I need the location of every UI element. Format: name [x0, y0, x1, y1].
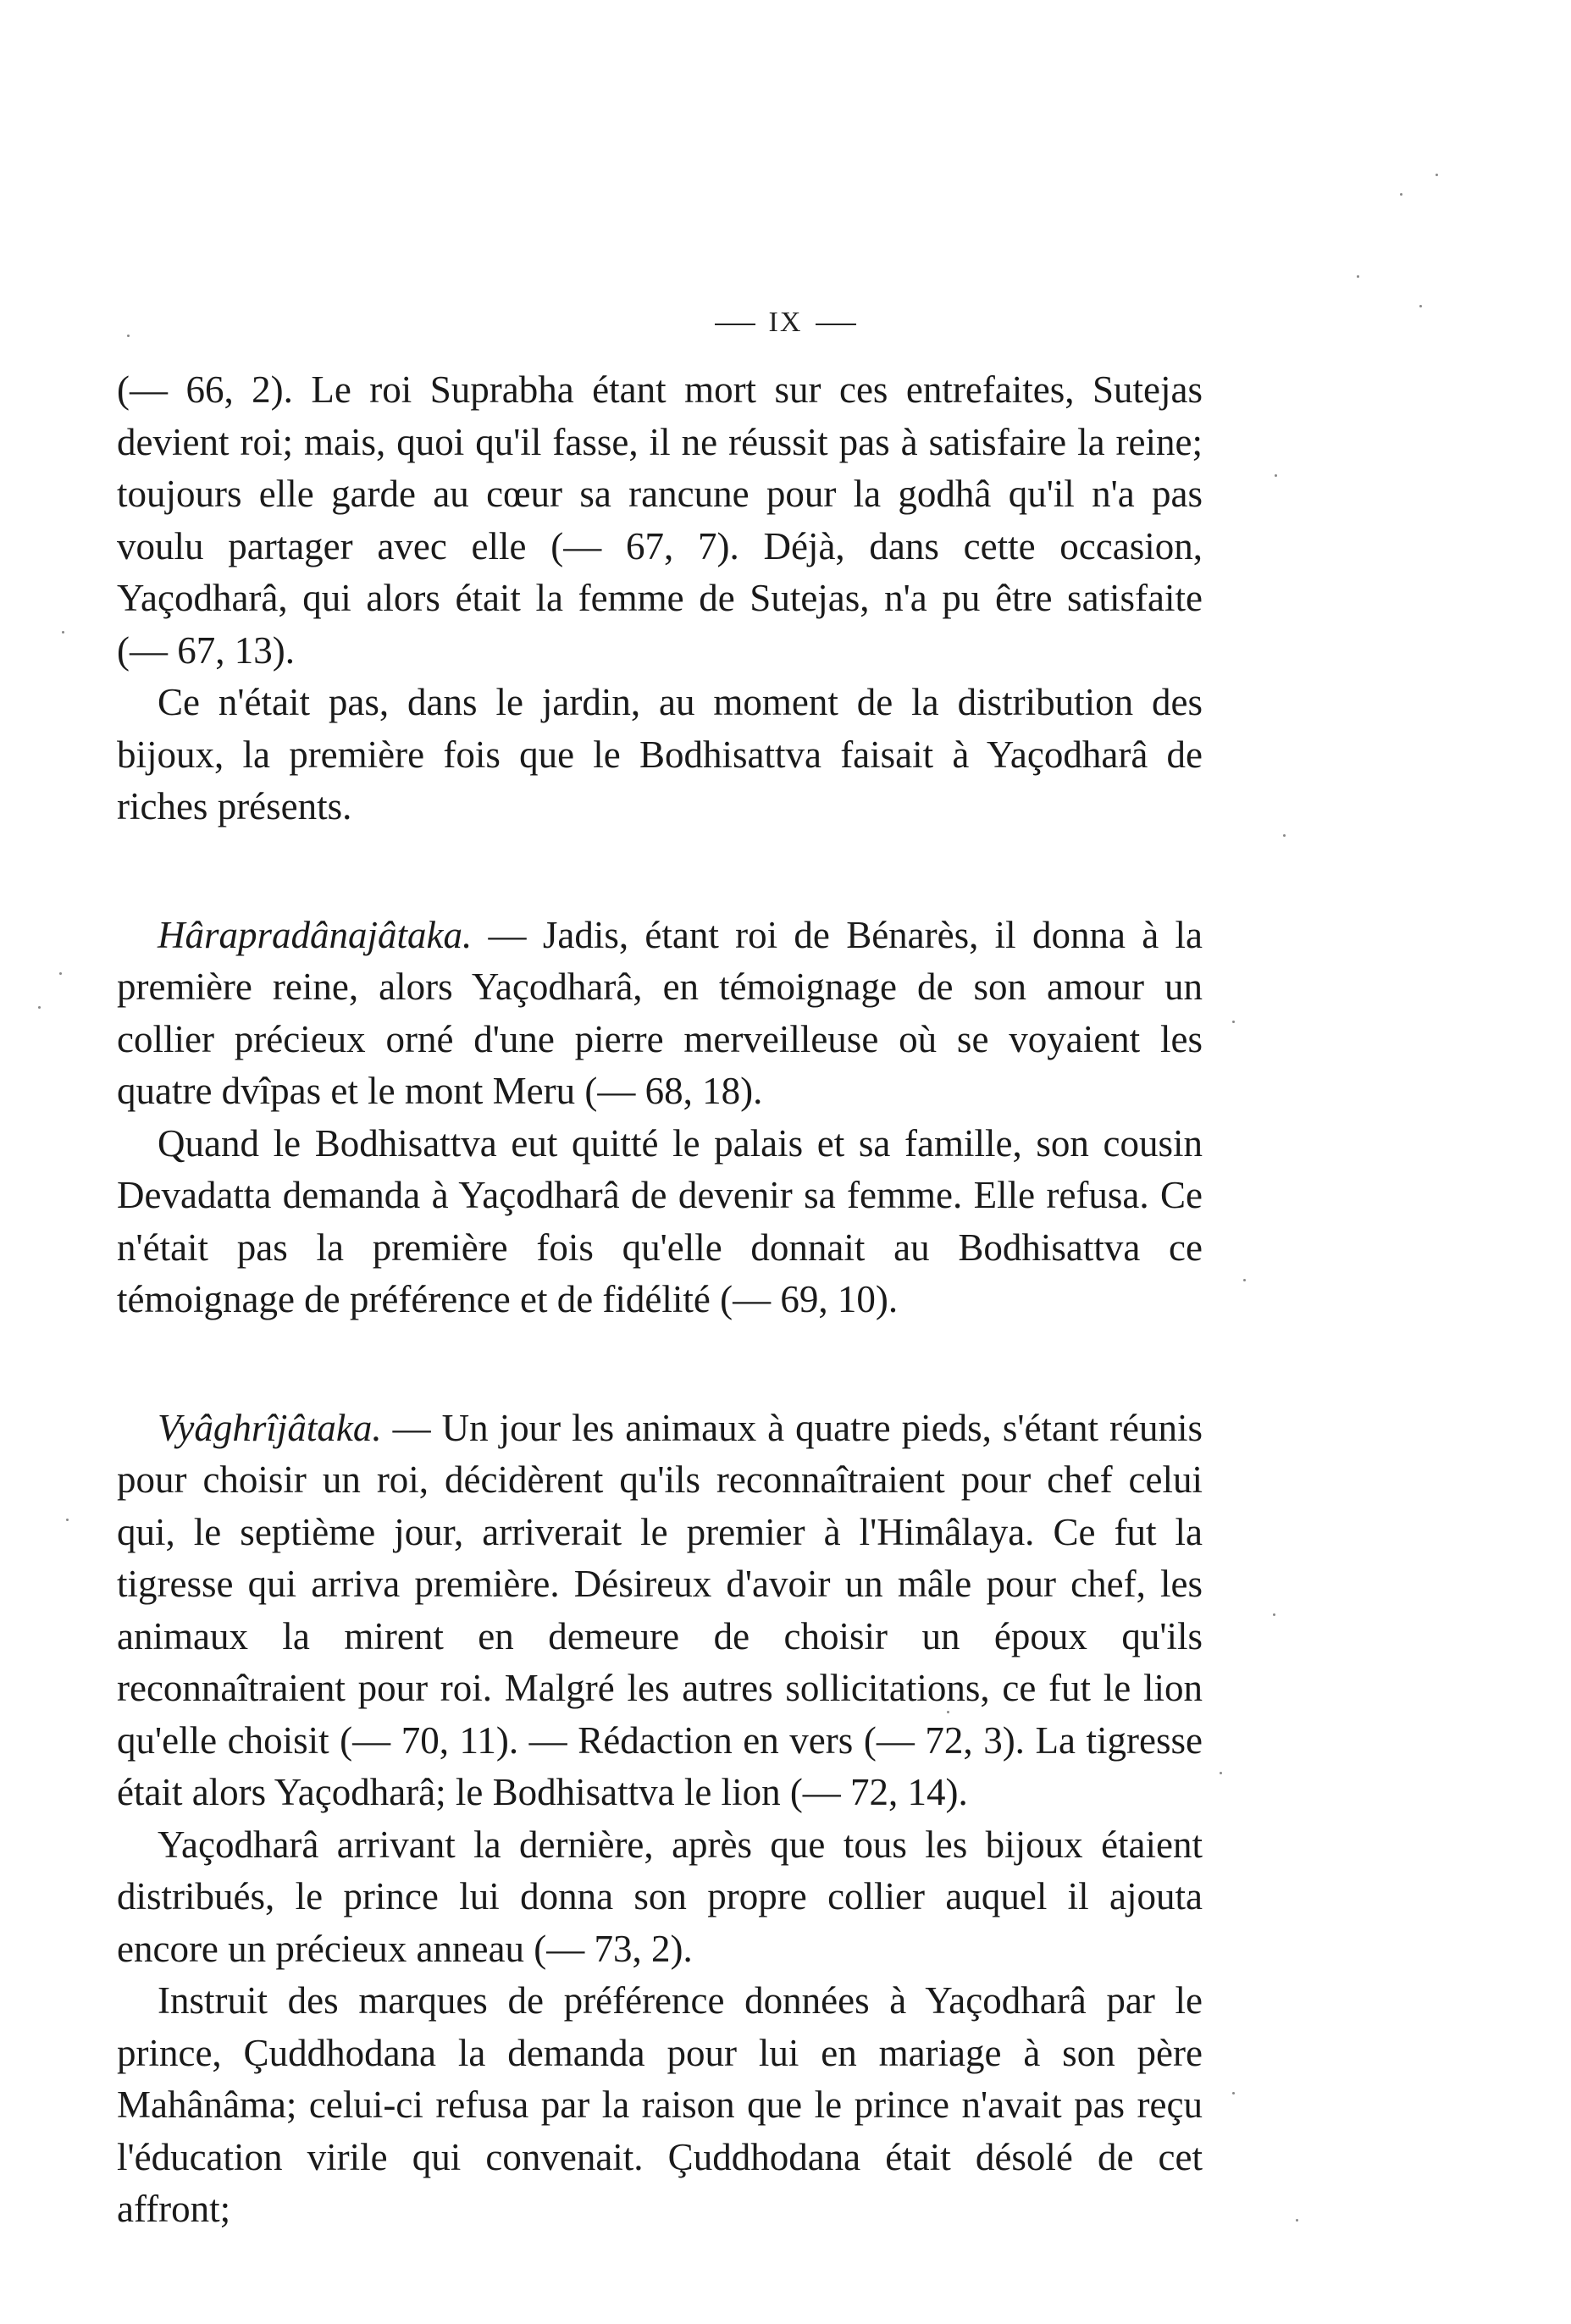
jataka-title: Vyâghrîjâtaka.: [158, 1406, 382, 1449]
paragraph-text: Yaçodharâ arrivant la dernière, après que tous les bijoux étaient distribués, le prince lui donna son propre collier auquel il ajouta encore un précieux anneau (— 73, 2).: [117, 1823, 1203, 1970]
paragraph-continuation: [117, 364, 1203, 677]
scan-speck: [1275, 474, 1277, 477]
scan-speck: [1296, 2219, 1298, 2222]
scan-speck: [1232, 2092, 1235, 2094]
scan-speck: [1400, 193, 1402, 196]
scan-speck: [66, 1519, 69, 1521]
paragraph-text: Quand le Bodhisattva eut quitté le palais et sa famille, son cousin Devadatta demanda à Yaçodharâ de devenir sa femme. Elle refusa. Ce n'était pas la première fois qu'elle donnait au Bodhisattva ce témoignage de préférence et de fidélité (— 69, 10).: [117, 1121, 1203, 1320]
jataka-title: Hârapradânajâtaka.: [158, 913, 473, 956]
paragraph-text: Instruit des marques de préférence données à Yaçodharâ par le prince, Çuddhodana la demanda pour lui en mariage à son père Mahânâma; celui-ci refusa par la raison que le prince n'avait pas reçu l'éducation virile qui convenait. Çuddhodana était désolé de cet affront;: [117, 1979, 1203, 2230]
scan-speck: [1357, 275, 1359, 278]
scan-speck: [1435, 174, 1438, 176]
paragraph-text: (— 66, 2). Le roi Suprabha étant mort sur ces entrefaites, Sutejas devient roi; mais, quoi qu'il fasse, il ne réussit pas à satisfaire la reine; toujours elle garde au cœur sa rancune pour la godhâ qu'il n'a pas voulu partager avec elle (— 67, 7). Déjà, dans cette occasion, Yaçodharâ, qui alors était la femme de Sutejas, n'a pu être satisfaite (— 67, 13).: [117, 368, 1203, 672]
paragraph-presents: [117, 677, 1203, 833]
paragraph-cuddhodana: [117, 1975, 1203, 2236]
paragraph-devadatta: [117, 1118, 1203, 1326]
page-number-right-dash: [816, 324, 856, 325]
scan-speck: [127, 335, 130, 337]
scan-speck: [1273, 1613, 1275, 1616]
scan-speck: [1283, 834, 1286, 837]
scan-speck: [38, 1006, 41, 1009]
scan-speck: [1419, 305, 1422, 307]
paragraph-vyaghrijataka: [117, 1403, 1203, 1819]
paragraph-harapradanajataka: [117, 910, 1203, 1118]
scan-speck: [1220, 1772, 1222, 1774]
page-number: [0, 307, 1571, 339]
paragraph-collier: [117, 1819, 1203, 1976]
scan-speck: [1232, 1021, 1235, 1023]
body-text: [117, 364, 1203, 2236]
scan-speck: [1243, 1279, 1246, 1281]
paragraph-text: — Un jour les animaux à quatre pieds, s'étant réunis pour choisir un roi, décidèrent qu'ils reconnaîtraient pour chef celui qui, le septième jour, arriverait le premier à l'Himâlaya. Ce fut la tigresse qui arriva première. Désireux d'avoir un mâle pour chef, les animaux la mirent en demeure de choisir un époux qu'ils reconnaîtraient pour roi. Malgré les autres sollicitations, ce fut le lion qu'elle choisit (— 70, 11). — Rédaction en vers (— 72, 3). La tigresse était alors Yaçodharâ; le Bodhisattva le lion (— 72, 14).: [117, 1406, 1203, 1813]
paragraph-text: — Jadis, étant roi de Bénarès, il donna à la première reine, alors Yaçodharâ, en témoignage de son amour un collier précieux orné d'une pierre merveilleuse où se voyaient les quatre dvîpas et le mont Meru (— 68, 18).: [117, 913, 1203, 1112]
scan-speck: [62, 631, 64, 634]
scan-speck: [59, 972, 62, 975]
paragraph-text: Ce n'était pas, dans le jardin, au moment de la distribution des bijoux, la première fois que le Bodhisattva faisait à Yaçodharâ de riches présents.: [117, 681, 1203, 827]
page-number-label: IX: [768, 307, 803, 338]
scan-speck: [947, 1711, 949, 1713]
page-number-left-dash: [715, 324, 755, 325]
